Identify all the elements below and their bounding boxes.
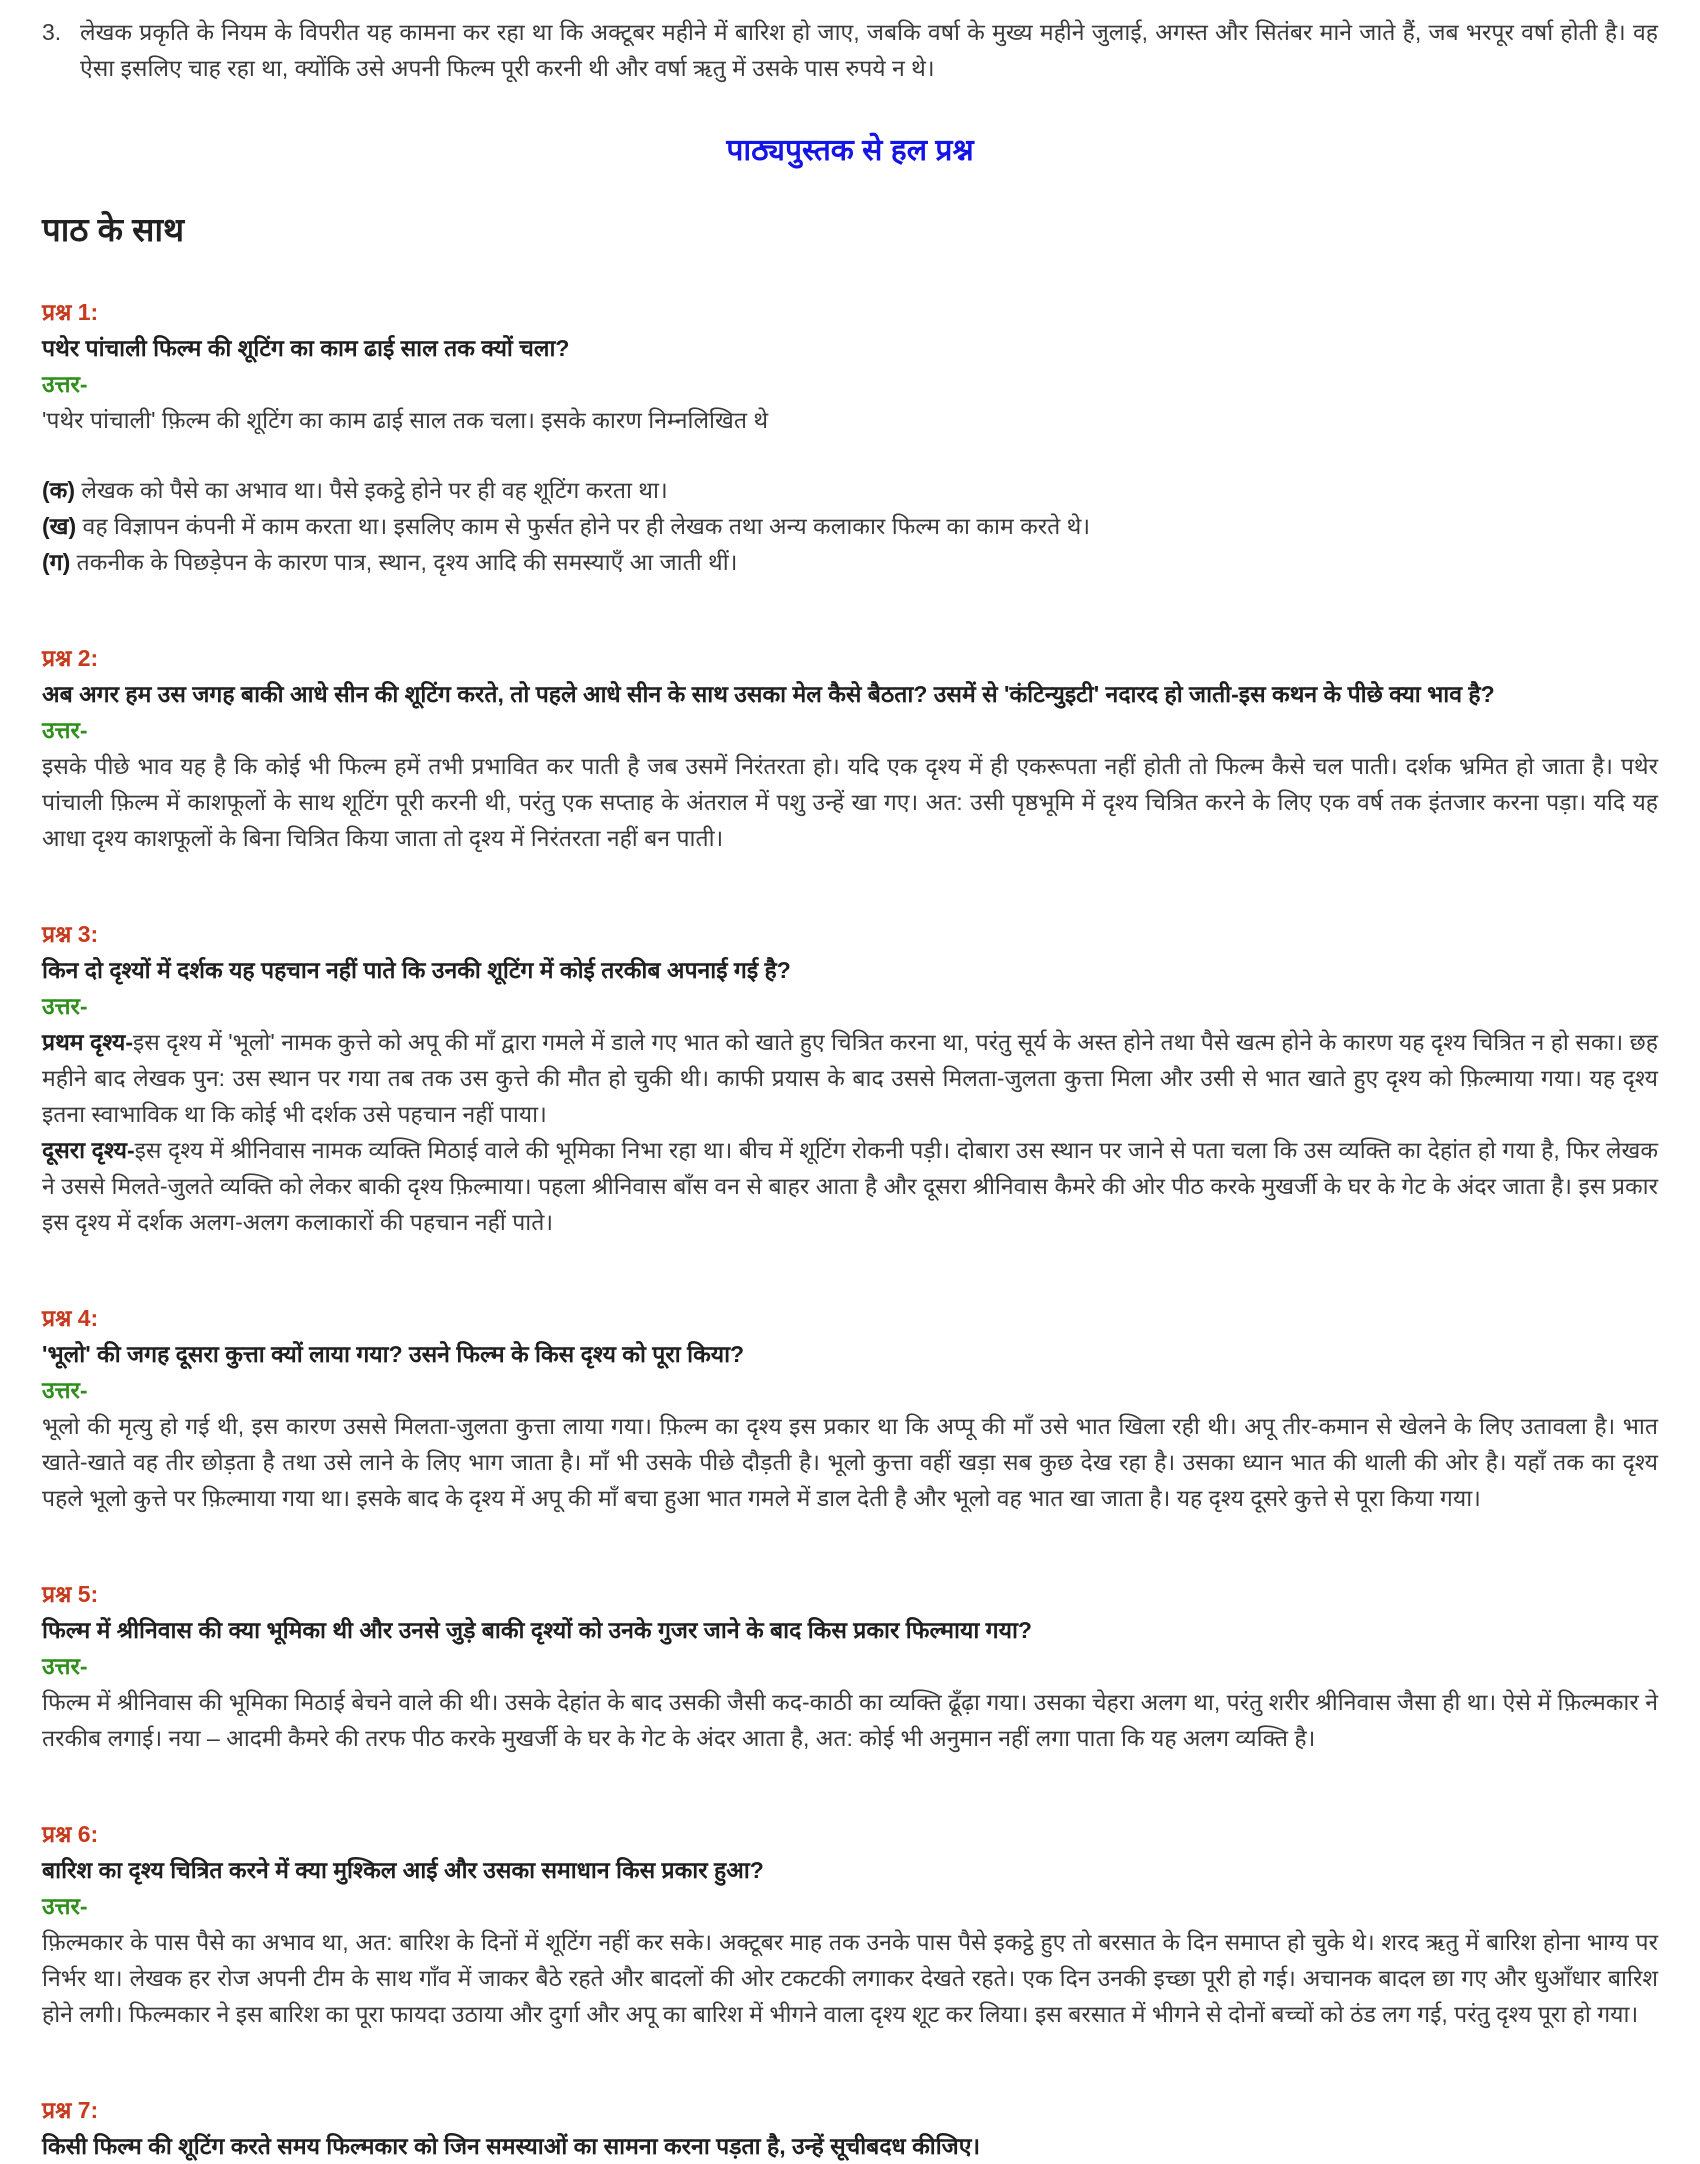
- point-marker: (क): [42, 477, 75, 503]
- question-text: बारिश का दृश्य चित्रित करने में क्या मुश्किल आई और उसका समाधान किस प्रकार हुआ?: [42, 1857, 764, 1883]
- question-label: प्रश्न 2:: [42, 645, 99, 671]
- answer-text: भूलो की मृत्यु हो गई थी, इस कारण उससे मिलता-जुलता कुत्ता लाया गया। फ़िल्म का दृश्य इस प्रकार था कि अप्पू की माँ उसे भात खिला रही थी। अपू तीर-कमान से खेलने के लिए उतावला है। भात खाते-खाते वह तीर छोड़ता है तथा उसे लाने के लिए भाग जाता है। माँ भी उसके पीछे दौड़ती है। भूलो कुत्ता वहीं खड़ा सब कुछ देख रहा है। उसका ध्यान भात की थाली की ओर है। यहाँ तक का दृश्य पहले भूलो कुत्ते पर फ़िल्माया गया था। इसके बाद के दृश्य में अपू की माँ बचा हुआ भात गमले में डाल देती है और भूलो वह भात खा जाता है। यह दृश्य दूसरे कुत्ते से पूरा किया गया।: [42, 1413, 1658, 1511]
- answer-label: उत्तर-: [42, 1653, 88, 1679]
- qa-block-5: [42, 1576, 1658, 1756]
- question-text: पथेर पांचाली फिल्म की शूटिंग का काम ढाई साल तक क्यों चला?: [42, 335, 570, 361]
- intro-item-number: 3.: [42, 19, 62, 45]
- answer-text: फिल्म में श्रीनिवास की भूमिका मिठाई बेचने वाले की थी। उसके देहांत के बाद उसकी जैसी कद-काठी का व्यक्ति ढूँढ़ा गया। उसका चेहरा अलग था, परंतु शरीर श्रीनिवास जैसा ही था। ऐसे में फ़िल्मकार ने तरकीब लगाई। नया – आदमी कैमरे की तरफ पीठ करके मुखर्जी के घर के गेट के अंदर आता है, अत: कोई भी अनुमान नहीं लगा पाता कि यह अलग व्यक्ति है।: [42, 1689, 1658, 1751]
- answer-points: [42, 472, 1658, 580]
- qa-block-3: [42, 916, 1658, 1240]
- answer-label: उत्तर-: [42, 1893, 88, 1919]
- answer-point: [42, 508, 1658, 544]
- question-text: अब अगर हम उस जगह बाकी आधे सीन की शूटिंग करते, तो पहले आधे सीन के साथ उसका मेल कैसे बैठता? उसमें से 'कंटिन्युइटी' नदारद हो जाती-इस कथन के पीछे क्या भाव है?: [42, 681, 1495, 707]
- question-label: प्रश्न 7:: [42, 2097, 99, 2123]
- answer-part-first-scene: [42, 1024, 1658, 1132]
- qa-block-2: [42, 640, 1658, 856]
- qa-block-7: [42, 2092, 1658, 2164]
- question-text: किसी फिल्म की शूटिंग करते समय फिल्मकार को जिन समस्याओं का सामना करना पड़ता है, उन्हें सूचीबदध कीजिए।: [42, 2133, 981, 2159]
- qa-block-1: [42, 294, 1658, 580]
- scene-lead: दूसरा दृश्य-: [42, 1137, 135, 1163]
- qa-block-6: [42, 1816, 1658, 2032]
- question-text: फिल्म में श्रीनिवास की क्या भूमिका थी और उनसे जुड़े बाकी दृश्यों को उनके गुजर जाने के बाद किस प्रकार फिल्माया गया?: [42, 1617, 1032, 1643]
- question-text: 'भूलो' की जगह दूसरा कुत्ता क्यों लाया गया? उसने फिल्म के किस दृश्य को पूरा किया?: [42, 1341, 745, 1367]
- point-marker: (ग): [42, 549, 71, 575]
- intro-item-text: लेखक प्रकृति के नियम के विपरीत यह कामना कर रहा था कि अक्टूबर महीने में बारिश हो जाए, जबकि वर्षा के मुख्य महीने जुलाई, अगस्त और सितंबर माने जाते हैं, जब भरपूर वर्षा होती है। वह ऐसा इसलिए चाह रहा था, क्योंकि उसे अपनी फिल्म पूरी करनी थी और वर्षा ऋतु में उसके पास रुपये न थे।: [80, 19, 1658, 81]
- question-label: प्रश्न 3:: [42, 921, 99, 947]
- question-text: किन दो दृश्यों में दर्शक यह पहचान नहीं पाते कि उनकी शूटिंग में कोई तरकीब अपनाई गई है?: [42, 957, 791, 983]
- scene-lead: प्रथम दृश्य-: [42, 1029, 133, 1055]
- answer-label: उत्तर-: [42, 717, 88, 743]
- point-marker: (ख): [42, 513, 77, 539]
- scene-text: इस दृश्य में 'भूलो' नामक कुत्ते को अपू की माँ द्वारा गमले में डाले गए भात को खाते हुए चित्रित करना था, परंतु सूर्य के अस्त होने तथा पैसे खत्म होने के कारण यह दृश्य चित्रित न हो सका। छह महीने बाद लेखक पुन: उस स्थान पर गया तब तक उस कुत्ते की मौत हो चुकी थी। काफी प्रयास के बाद उससे मिलता-जुलता कुत्ता मिला और उसी से भात खाते हुए दृश्य को फ़िल्माया गया। यह दृश्य इतना स्वाभाविक था कि कोई भी दर्शक उसे पहचान नहीं पाया।: [42, 1029, 1658, 1127]
- answer-label: उत्तर-: [42, 993, 88, 1019]
- answer-point: [42, 544, 1658, 580]
- intro-list-item: [42, 14, 1658, 86]
- answer-intro: 'पथेर पांचाली' फ़िल्म की शूटिंग का काम ढाई साल तक चला। इसके कारण निम्नलिखित थे: [42, 407, 769, 433]
- question-label: प्रश्न 5:: [42, 1581, 99, 1607]
- question-label: प्रश्न 4:: [42, 1305, 99, 1331]
- point-text: तकनीक के पिछड़ेपन के कारण पात्र, स्थान, दृश्य आदि की समस्याएँ आ जाती थीं।: [76, 549, 738, 575]
- qa-block-4: [42, 1300, 1658, 1516]
- point-text: वह विज्ञापन कंपनी में काम करता था। इसलिए काम से फुर्सत होने पर ही लेखक तथा अन्य कलाकार फिल्म का काम करते थे।: [82, 513, 1091, 539]
- question-label: प्रश्न 6:: [42, 1821, 99, 1847]
- point-text: लेखक को पैसे का अभाव था। पैसे इकट्ठे होने पर ही वह शूटिंग करता था।: [81, 477, 668, 503]
- answer-text: फ़िल्मकार के पास पैसे का अभाव था, अत: बारिश के दिनों में शूटिंग नहीं कर सके। अक्टूबर माह तक उनके पास पैसे इकट्ठे हुए तो बरसात के दिन समाप्त हो चुके थे। शरद ऋतु में बारिश होना भाग्य पर निर्भर था। लेखक हर रोज अपनी टीम के साथ गाँव में जाकर बैठे रहते और बादलों की ओर टकटकी लगाकर देखते रहते। एक दिन उनकी इच्छा पूरी हो गई। अचानक बादल छा गए और धुआँधार बारिश होने लगी। फिल्मकार ने इस बारिश का पूरा फायदा उठाया और दुर्गा और अपू का बारिश में भीगने वाला दृश्य शूट कर लिया। इस बरसात में भीगने से दोनों बच्चों को ठंड लग गई, परंतु दृश्य पूरा हो गया।: [42, 1929, 1658, 2027]
- answer-label: उत्तर-: [42, 371, 88, 397]
- answer-point: [42, 472, 1658, 508]
- section-heading: पाठ के साथ: [42, 211, 185, 248]
- answer-label: उत्तर-: [42, 1377, 88, 1403]
- answer-text: इसके पीछे भाव यह है कि कोई भी फिल्म हमें तभी प्रभावित कर पाती है जब उसमें निरंतरता हो। यदि एक दृश्य में ही एकरूपता नहीं होती तो फिल्म कैसे चल पाती। दर्शक भ्रमित हो जाता है। पथेर पांचाली फ़िल्म में काशफूलों के साथ शूटिंग पूरी करनी थी, परंतु एक सप्ताह के अंतराल में पशु उन्हें खा गए। अत: उसी पृष्ठभूमि में दृश्य चित्रित करने के लिए एक वर्ष तक इंतजार करना पड़ा। यदि यह आधा दृश्य काशफूलों के बिना चित्रित किया जाता तो दृश्य में निरंतरता नहीं बन पाती।: [42, 753, 1658, 851]
- question-label: प्रश्न 1:: [42, 299, 99, 325]
- scene-text: इस दृश्य में श्रीनिवास नामक व्यक्ति मिठाई वाले की भूमिका निभा रहा था। बीच में शूटिंग रोकनी पड़ी। दोबारा उस स्थान पर जाने से पता चला कि उस व्यक्ति का देहांत हो गया है, फिर लेखक ने उससे मिलते-जुलते व्यक्ति को लेकर बाकी दृश्य फ़िल्माया। पहला श्रीनिवास बाँस वन से बाहर आता है और दूसरा श्रीनिवास कैमरे की ओर पीठ करके मुखर्जी के घर के गेट के अंदर जाता है। इस प्रकार इस दृश्य में दर्शक अलग-अलग कलाकारों की पहचान नहीं पाते।: [42, 1137, 1658, 1235]
- page-title: पाठ्यपुस्तक से हल प्रश्न: [726, 134, 974, 167]
- answer-part-second-scene: [42, 1132, 1658, 1240]
